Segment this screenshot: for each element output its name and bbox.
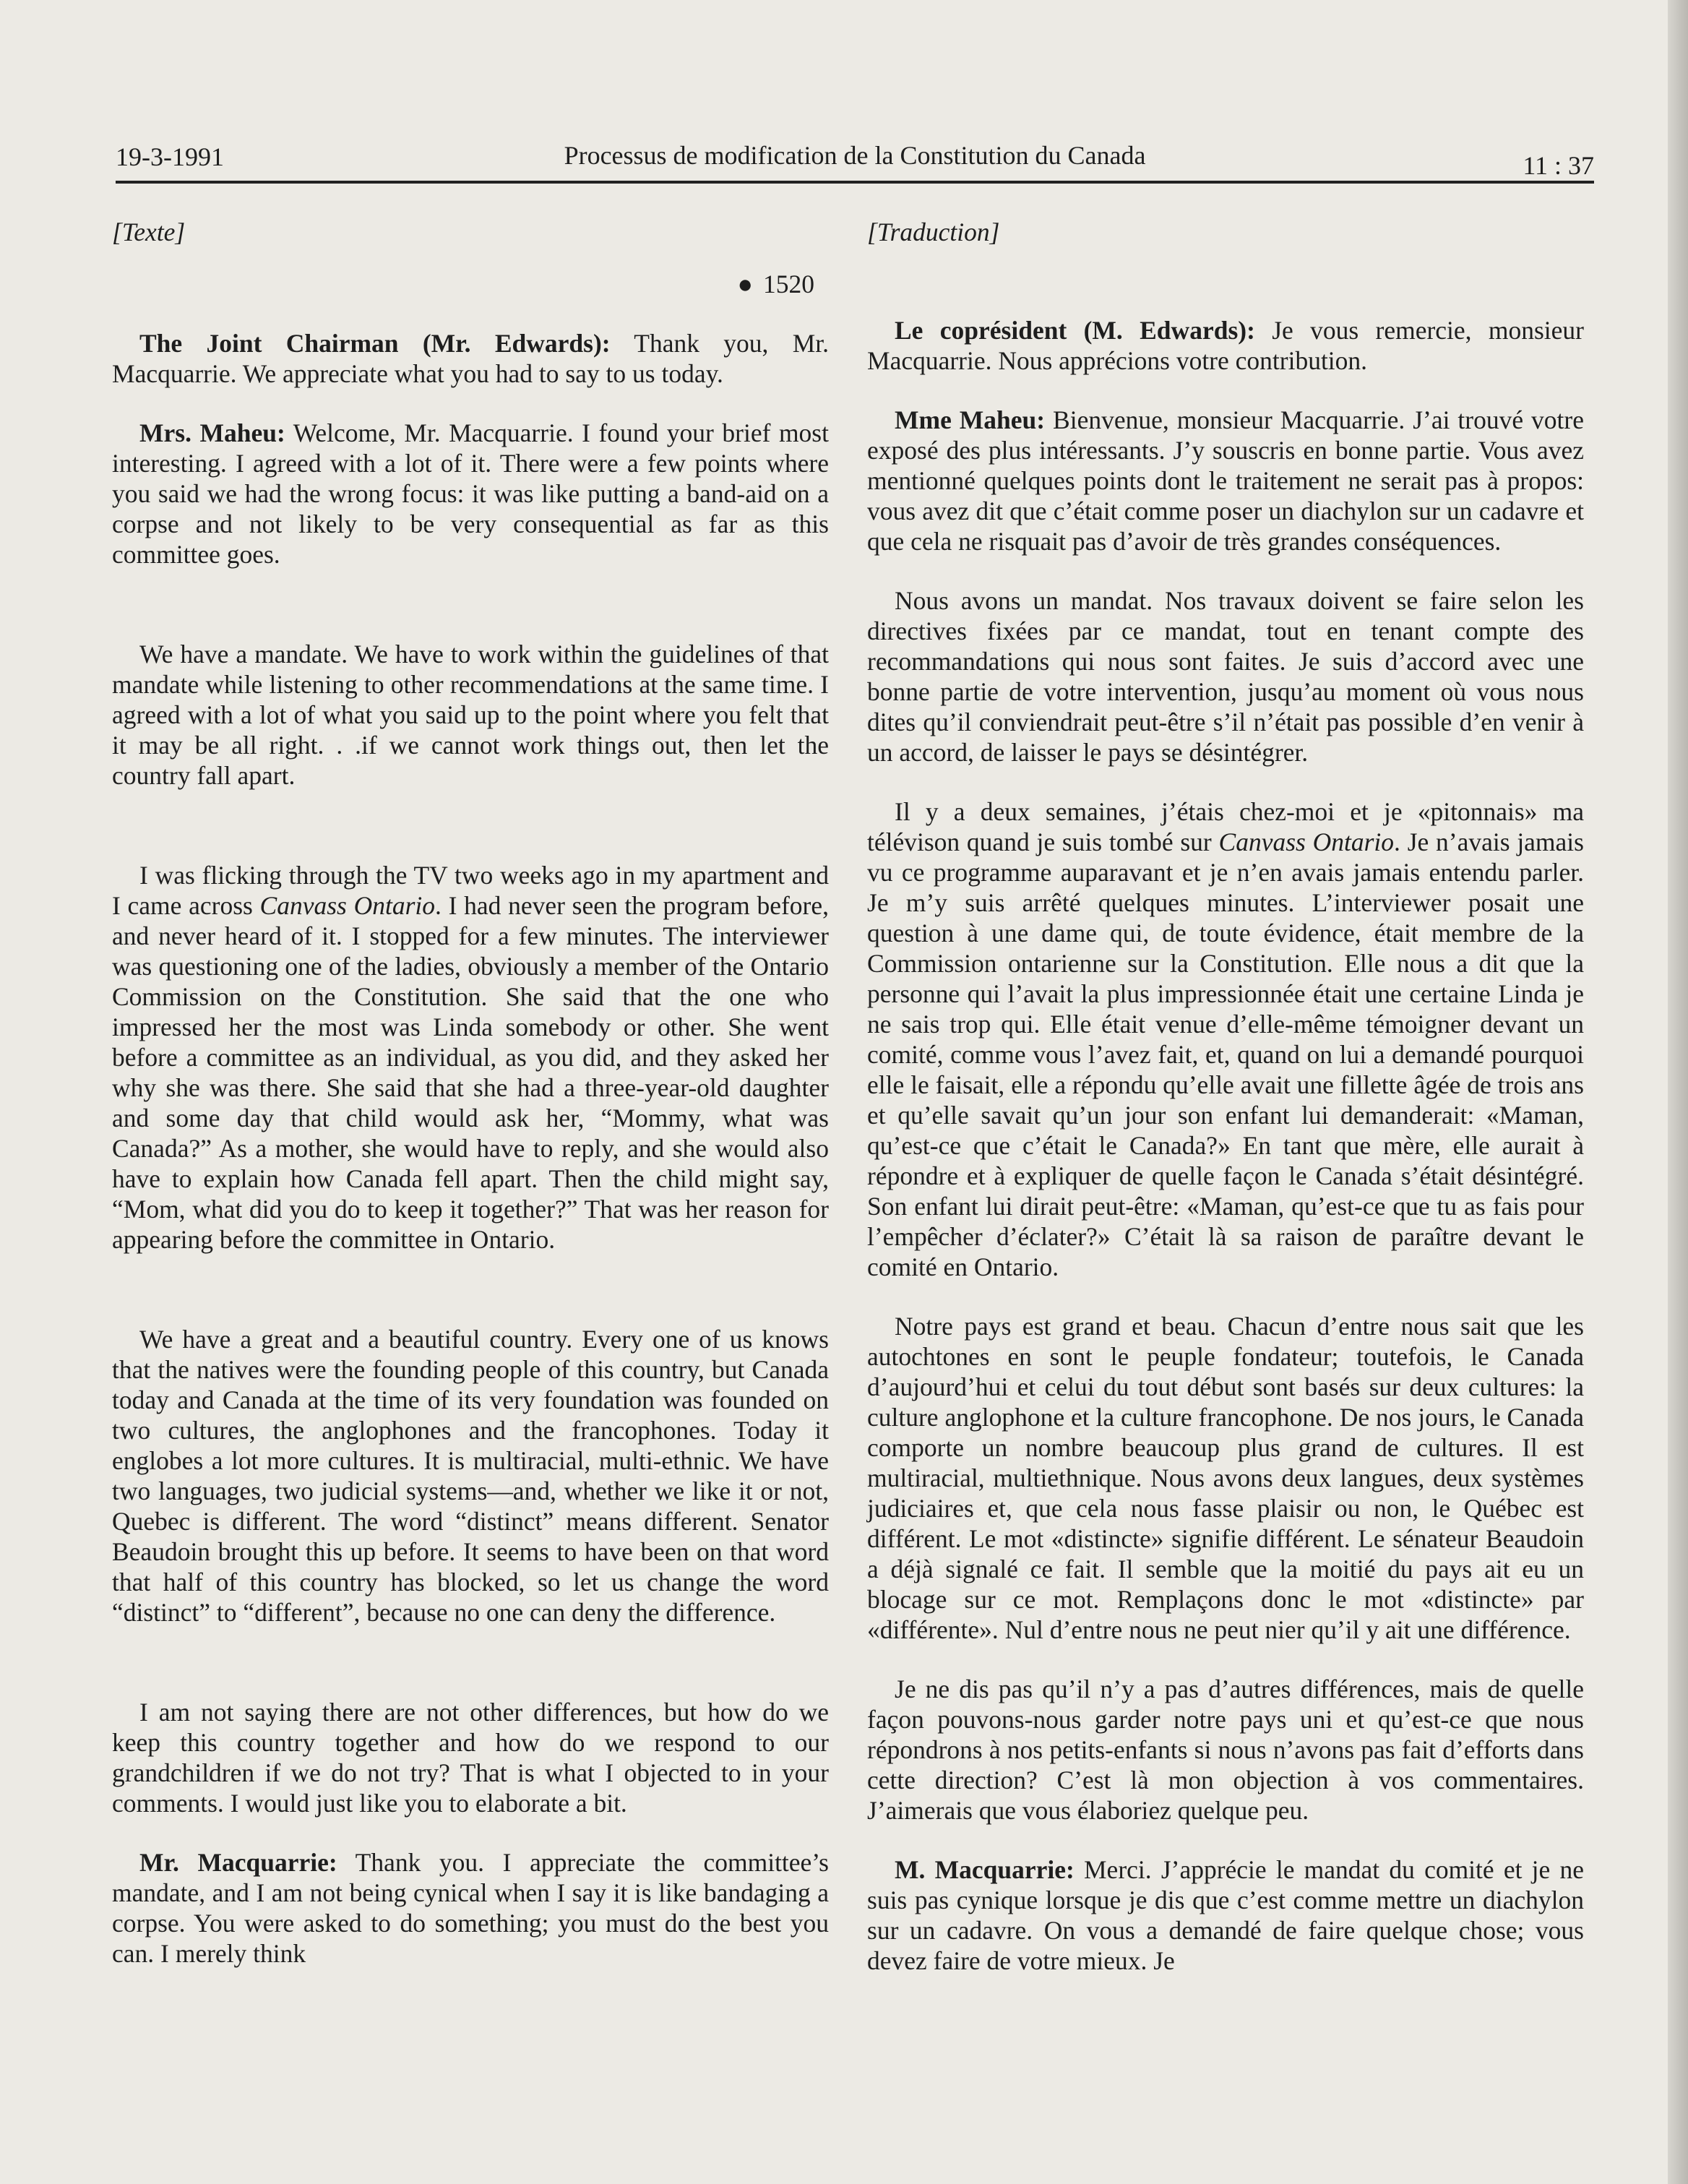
speaker-name: Mme Maheu:	[895, 405, 1046, 434]
english-column	[112, 217, 829, 1998]
header-page-number: 11 : 37	[1523, 151, 1594, 180]
speaker-name: Mr. Macquarrie:	[139, 1848, 337, 1877]
paragraph	[112, 639, 829, 791]
paragraph-text: Bienvenue, monsieur Macquarrie. J’ai trouvé votre exposé des plus intéressants. J’y souscris en bonne partie. Vous avez mentionné quelques points dont le traitement ne serait pas à propos: vous avez dit que c’était comme poser un diachylon sur un cadavre et que cela ne risquait pas d’avoir de très grandes conséquences.	[867, 405, 1584, 556]
paragraph	[867, 1674, 1584, 1826]
paragraph	[112, 1847, 829, 1969]
paragraph-text: Merci. J’apprécie le mandat du comité et je ne suis pas cynique lorsque je dis que c’est comme mettre un diachylon sur un cadavre. On vous a demandé de faire quelque chose; vous devez faire de votre mieux. Je	[867, 1855, 1584, 1975]
paragraph-text: Thank you. I appreciate the committee’s mandate, and I am not being cynical when I say it is like bandaging a corpse. You were asked to do something; you must do the best you can. I merely think	[112, 1848, 829, 1968]
header-date: 19-3-1991	[116, 142, 224, 171]
paragraph	[112, 328, 829, 389]
speaker-name: M. Macquarrie:	[895, 1855, 1075, 1884]
paragraph	[867, 1311, 1584, 1645]
page-header	[116, 137, 1594, 184]
paragraph-text: I am not saying there are not other differences, but how do we keep this country together and how do we respond to our grandchildren if we do not try? That is what I objected to in your comments. I would just like you to elaborate a bit.	[112, 1698, 829, 1818]
paragraph-text: . I had never seen the program before, and never heard of it. I stopped for a few minutes. The interviewer was questioning one of the ladies, obviously a member of the Ontario Commission on the Constitution. She said that the one who impressed her the most was Linda somebody or other. She went before a committee as an individual, as you did, and they asked her why she was there. She said that she had a three-year-old daughter and some day that child would ask her, “Mommy, what was Canada?” As a mother, she would have to reply, and she would also have to explain how Canada fell apart. Then the child might say, “Mom, what did you do to keep it together?” That was her reason for appearing before the committee in Ontario.	[112, 891, 829, 1254]
paragraph	[112, 1697, 829, 1818]
paragraph	[867, 796, 1584, 1282]
paragraph-text: Je ne dis pas qu’il n’y a pas d’autres différences, mais de quelle façon pouvons-nous garder notre pays uni et qu’est-ce que nous répondrons à nos petits-enfants si nous n’avons pas fait d’efforts dans cette direction? C’est là mon objection à vos commentaires. J’aimerais que vous élaboriez quelque peu.	[867, 1674, 1584, 1825]
speaker-name: The Joint Chairman (Mr. Edwards):	[139, 329, 611, 358]
paragraph	[867, 1854, 1584, 1976]
header-title: Processus de modification de la Constitution du Canada	[564, 141, 1146, 170]
paragraph-text: Il y a deux semaines, j’étais chez-moi et je «pitonnais» ma télévison quand je suis tombé sur	[867, 797, 1584, 856]
texte-label: [Texte]	[112, 218, 186, 246]
program-title: Canvass Ontario	[259, 891, 435, 920]
paragraph	[112, 1324, 829, 1628]
traduction-label: [Traduction]	[867, 218, 1000, 246]
paragraph-text: We have a mandate. We have to work within the guidelines of that mandate while listening to other recommendations at the same time. I agreed with a lot of what you said up to the point where you felt that it may be all right. . .if we cannot work things out, then let the country fall apart.	[112, 640, 829, 790]
paragraph	[867, 405, 1584, 556]
time-marker-value: 1520	[763, 270, 814, 298]
paragraph-text: We have a great and a beautiful country. Every one of us knows that the natives were the founding people of this country, but Canada today and Canada at the time of its very foundation was founded on two cultures, the anglophones and the francophones. Today it englobes a lot more cultures. It is multiracial, multi-ethnic. We have two languages, two judicial systems—and, whether we like it or not, Quebec is different. The word “distinct” means different. Senator Beaudoin brought this up before. It seems to have been on that word that half of this country has blocked, so let us change the word “distinct” to “different”, because no one can deny the difference.	[112, 1325, 829, 1627]
paragraph	[112, 860, 829, 1255]
time-marker: ● 1520	[737, 270, 814, 298]
french-column	[867, 217, 1584, 2005]
paragraph-text: . Je n’avais jamais vu ce programme auparavant et je n’en avais jamais entendu parler. Je m’y suis arrêté quelques minutes. L’interviewer posait une question à une dame qui, de toute évidence, était membre de la Commission ontarienne sur la Constitution. Elle nous a dit que la personne qui l’avait la plus impressionnée était une certaine Linda je ne sais trop qui. Elle était venue d’elle-même témoigner devant un comité, comme vous l’avez fait, et, quand on lui a demandé pourquoi elle le faisait, elle a répondu qu’elle avait une fillette âgée de trois ans et qu’elle savait qu’un jour son enfant lui demanderait: «Maman, qu’est-ce que c’était le Canada?» En tant que mère, elle aurait à répondre et à expliquer de quelle façon le Canada s’était désintégré. Son enfant lui dirait peut-être: «Maman, qu’est-ce que tu as fais pour l’empêcher d’éclater?» C’était là sa raison de paraître devant le comité en Ontario.	[867, 827, 1584, 1281]
page-binding-edge	[1668, 0, 1688, 2184]
paragraph	[867, 585, 1584, 768]
speaker-name: Le coprésident (M. Edwards):	[895, 316, 1255, 345]
paragraph	[112, 418, 829, 569]
speaker-name: Mrs. Maheu:	[139, 418, 285, 447]
paragraph-text: Je vous remercie, monsieur Macquarrie. Nous apprécions votre contribution.	[867, 316, 1584, 375]
paragraph	[867, 315, 1584, 376]
program-title: Canvass Ontario	[1218, 827, 1395, 856]
paragraph-text: Nous avons un mandat. Nos travaux doivent se faire selon les directives fixées par ce mandat, tout en tenant compte des recommandations qui nous sont faites. Je suis d’accord avec une bonne partie de votre intervention, jusqu’au moment où vous nous dites qu’il conviendrait peut-être s’il n’était pas possible d’en venir à un accord, de laisser le pays se désintégrer.	[867, 586, 1584, 767]
paragraph-text: Thank you, Mr. Macquarrie. We appreciate what you had to say to us today.	[112, 329, 829, 388]
paragraph-text: Notre pays est grand et beau. Chacun d’entre nous sait que les autochtones en sont le peuple fondateur; toutefois, le Canada d’aujourd’hui et celui du tout début sont basés sur deux cultures: la culture anglophone et la culture francophone. De nos jours, le Canada comporte un nombre beaucoup plus grand de cultures. Il est multiracial, multiethnique. Nous avons deux langues, deux systèmes judiciaires et, que cela nous fasse plaisir ou non, le Québec est différent. Le mot «distincte» signifie différent. Le sénateur Beaudoin a déjà signalé ce fait. Il semble que la moitié du pays ait eu un blocage sur ce mot. Remplaçons donc le mot «distincte» par «différente». Nul d’entre nous ne peut nier qu’il y ait une différence.	[867, 1312, 1584, 1644]
paragraph-text: Welcome, Mr. Macquarrie. I found your brief most interesting. I agreed with a lot of it. There were a few points where you said we had the wrong focus: it was like putting a band-aid on a corpse and not likely to be very consequential as far as this committee goes.	[112, 418, 829, 569]
paragraph-text: I was flicking through the TV two weeks ago in my apartment and I came across	[112, 861, 829, 920]
